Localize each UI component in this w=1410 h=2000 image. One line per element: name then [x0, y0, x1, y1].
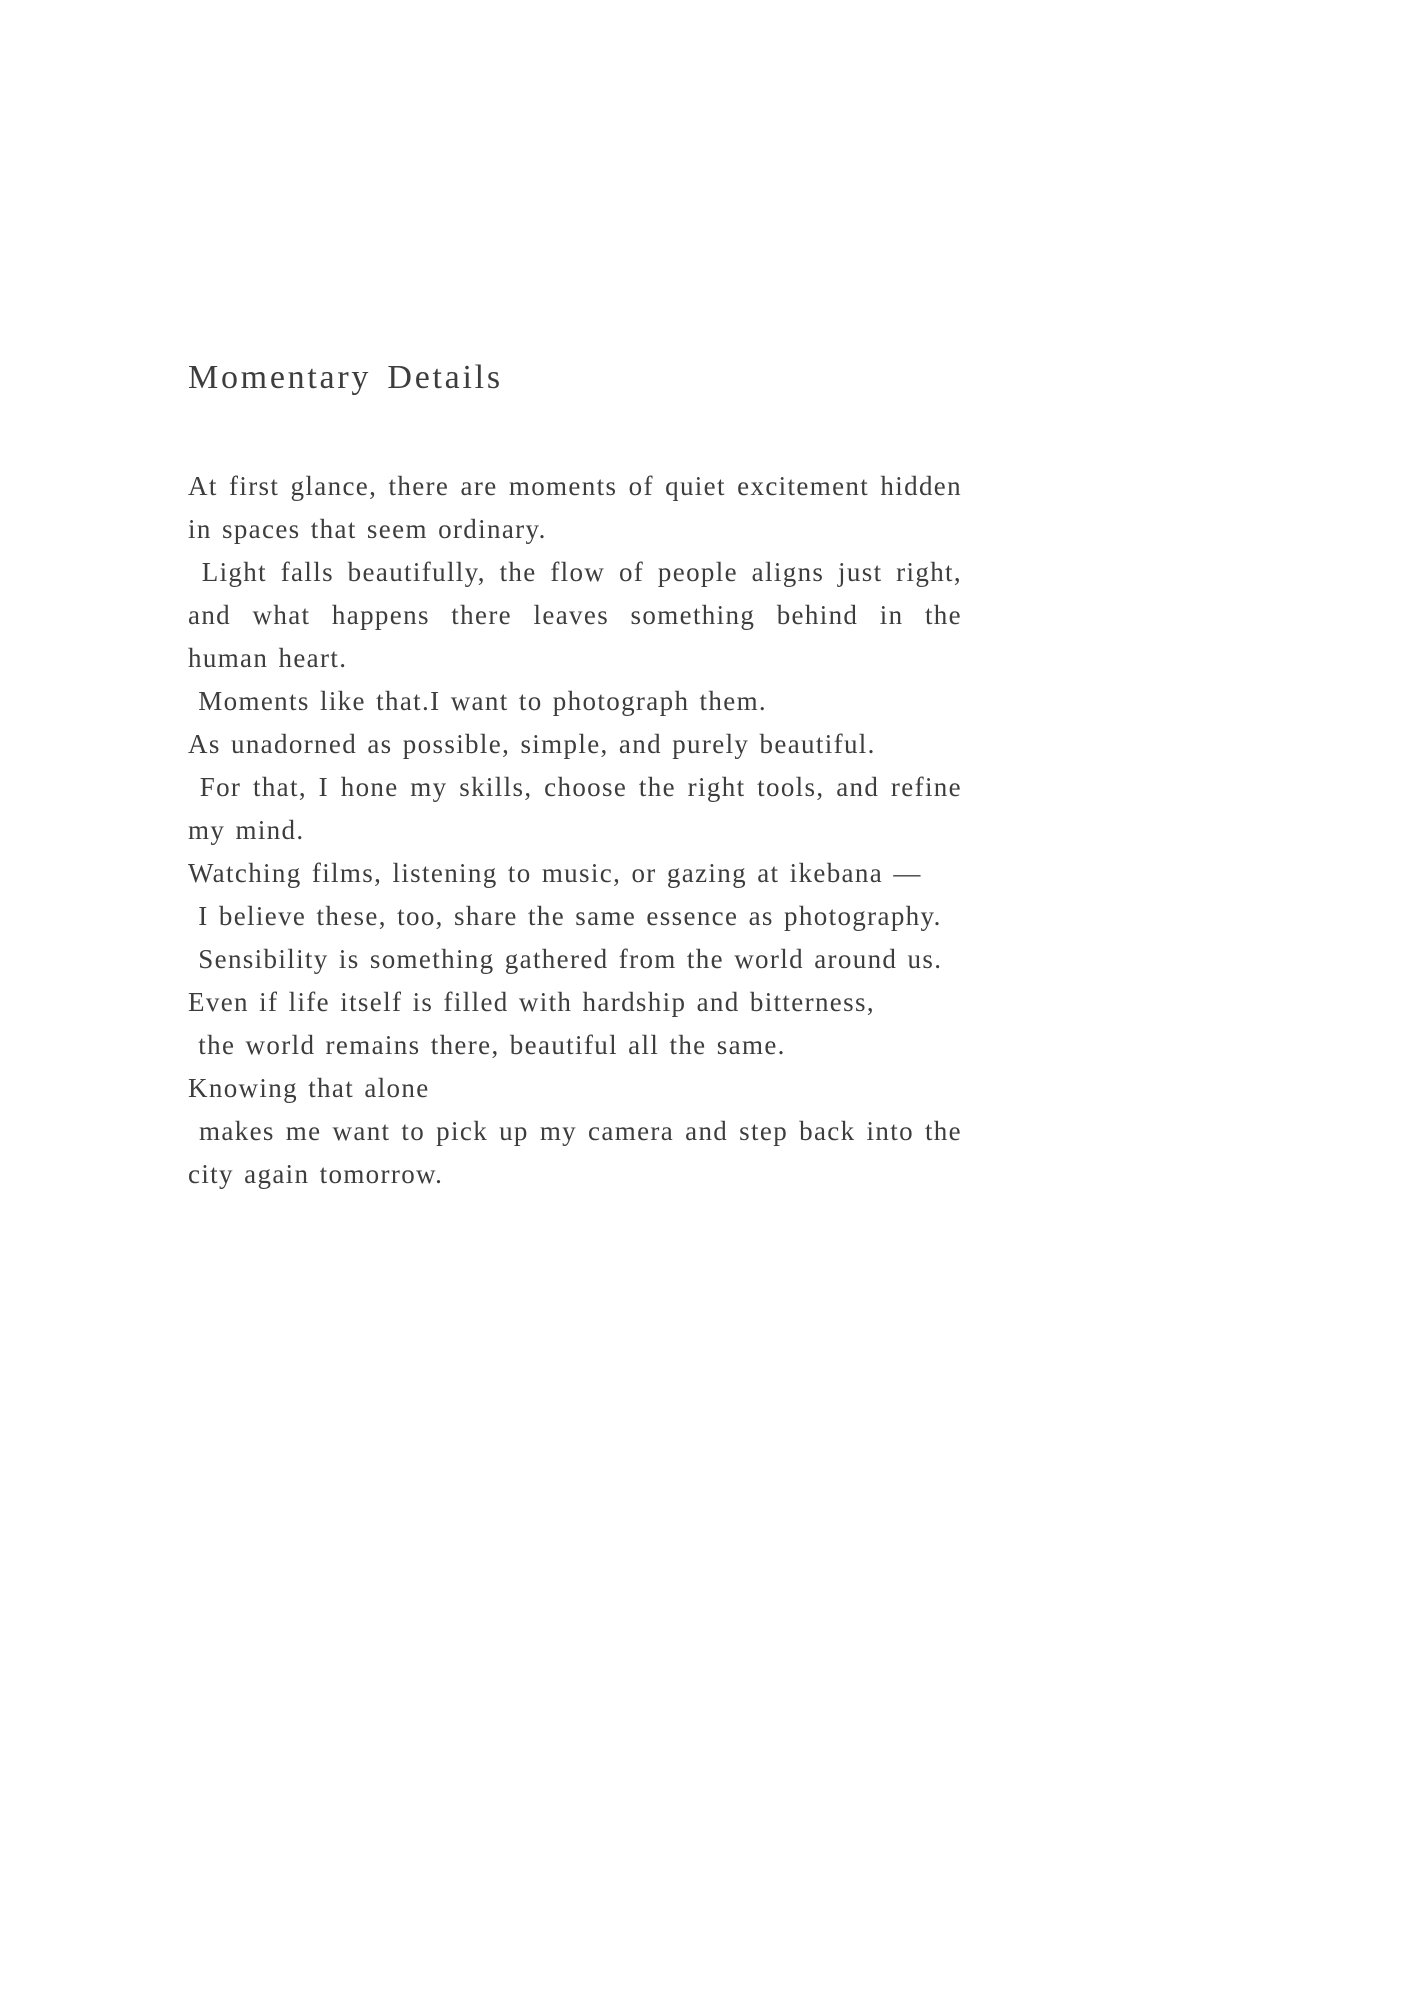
paragraph: Watching films, listening to music, or gazing at ikebana — [188, 857, 922, 888]
paragraph: the world remains there, beautiful all the same. [188, 1029, 786, 1060]
paragraph: Moments like that.I want to photograph them. [188, 685, 768, 716]
paragraph: makes me want to pick up my camera and step back into the city again tomorrow. [188, 1115, 962, 1189]
paragraph: Sensibility is something gathered from the world around us. [188, 943, 943, 974]
paragraph: For that, I hone my skills, choose the right tools, and refine my mind. [188, 771, 962, 845]
essay-body [188, 465, 962, 1196]
paragraph: Light falls beautifully, the flow of people aligns just right, and what happens there leaves something behind in the human heart. [188, 556, 962, 673]
paragraph: Knowing that alone [188, 1072, 430, 1103]
paragraph: At first glance, there are moments of quiet excitement hidden in spaces that seem ordinary. [188, 470, 962, 544]
paragraph: I believe these, too, share the same essence as photography. [188, 900, 942, 931]
paragraph: Even if life itself is filled with hardship and bitterness, [188, 986, 875, 1017]
paragraph: As unadorned as possible, simple, and purely beautiful. [188, 728, 876, 759]
page-title: Momentary Details [188, 359, 503, 396]
